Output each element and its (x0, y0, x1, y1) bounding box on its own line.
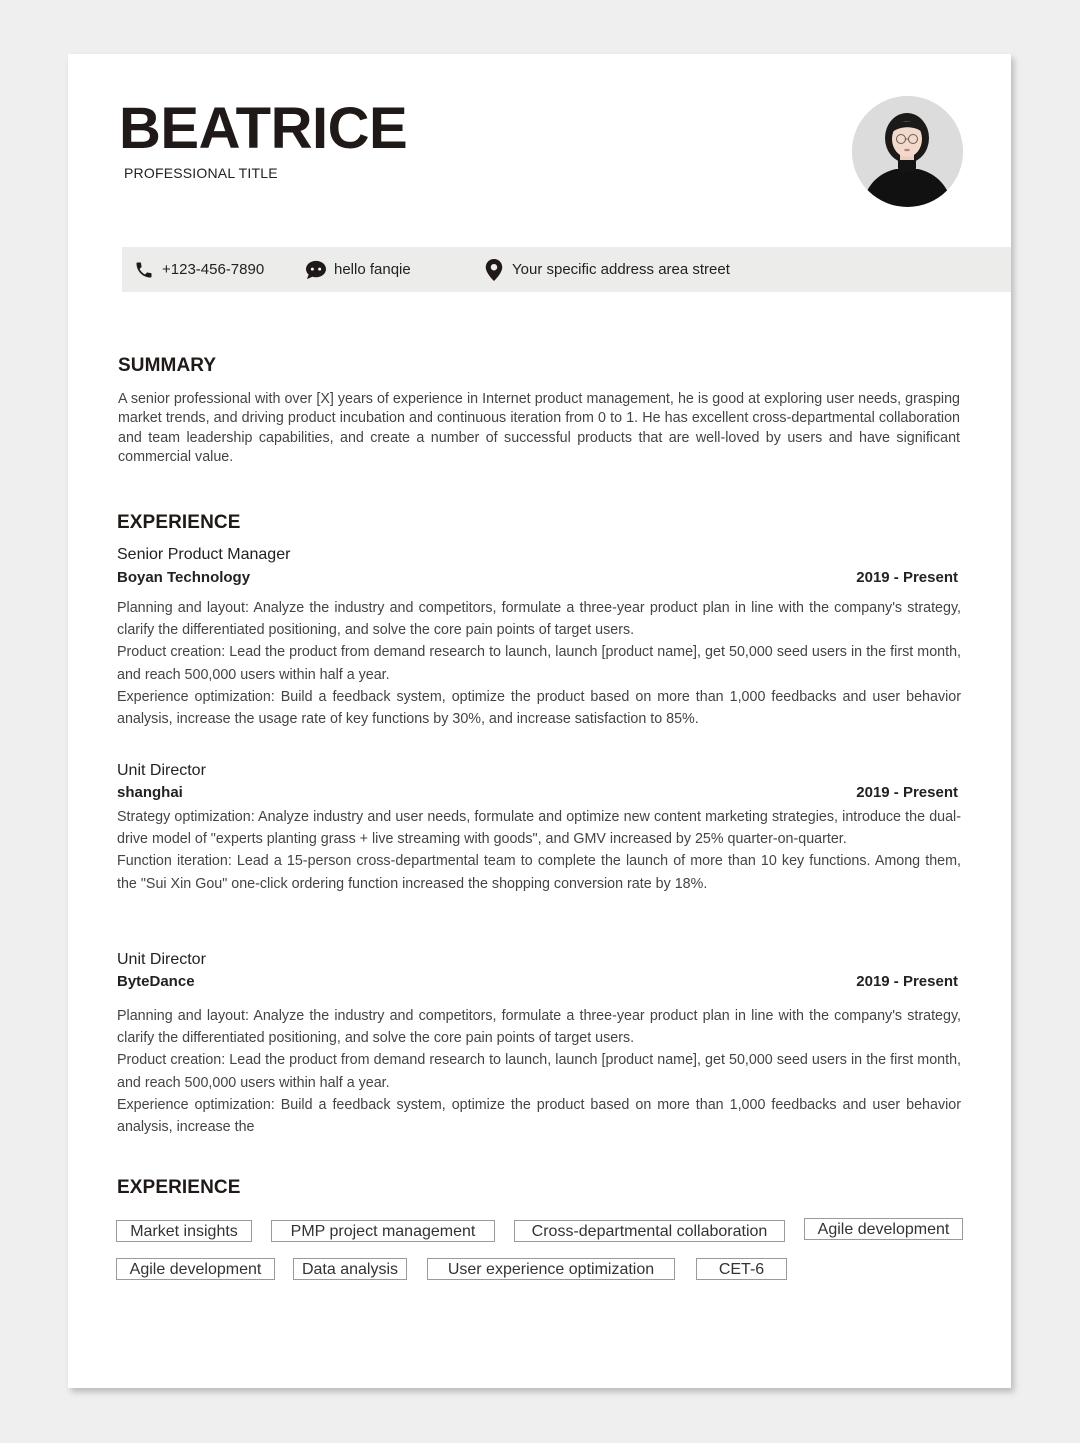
experience-heading: EXPERIENCE (117, 512, 241, 533)
portrait-photo (852, 96, 963, 207)
job-bullet: Experience optimization: Build a feedback system, optimize the product based on more than 1,000 feedbacks and user behavior analysis, increase the (117, 1096, 961, 1136)
job-bullet: Planning and layout: Analyze the industry and competitors, formulate a three-year product plan in line with the company's strategy, clarify the differentiated positioning, and solve the core pain points of target users. (117, 1008, 961, 1047)
contact-phone[interactable] (133, 247, 264, 292)
phone-text: +123-456-7890 (162, 261, 265, 278)
job-description (117, 1005, 961, 1138)
job-bullet: Planning and layout: Analyze the industry and competitors, formulate a three-year product plan in line with the company's strategy, clarify the differentiated positioning, and solve the core pain points of target users. (117, 600, 961, 639)
skill-tag: Agile development (804, 1218, 963, 1240)
job-description (117, 806, 961, 895)
chat-text: hello fanqie (334, 261, 411, 278)
summary-heading: SUMMARY (118, 355, 217, 376)
candidate-name: BEATRICE (119, 96, 408, 161)
job-bullet: Experience optimization: Build a feedback system, optimize the product based on more than 1,000 feedbacks and user behavior analysis, increase the usage rate of key functions by 30%, and increase satisfaction to 85%. (117, 688, 961, 728)
job-title: Senior Product Manager (117, 546, 291, 563)
skill-tag: User experience optimization (427, 1258, 675, 1280)
job-title: Unit Director (117, 762, 206, 779)
chat-icon (305, 259, 327, 281)
skill-tag: Data analysis (293, 1258, 407, 1280)
skill-tag: Agile development (116, 1258, 275, 1280)
skill-tag: Market insights (116, 1220, 252, 1242)
resume-page (68, 54, 1011, 1388)
job-bullet: Strategy optimization: Analyze industry and user needs, formulate and optimize new content marketing strategies, introduce the dual-drive model of "experts planting grass + live streaming with goods", and GMV increased by 25% quarter-on-quarter. (117, 809, 961, 848)
contact-chat[interactable] (305, 247, 411, 292)
location-pin-icon (483, 259, 505, 281)
job-bullet: Function iteration: Lead a 15-person cross-departmental team to complete the launch of more than 10 key functions. Among them, the "Sui Xin Gou" one-click ordering function increased the shopping conversion rate by 18%. (117, 853, 961, 892)
job-description (117, 597, 961, 730)
skill-tag: PMP project management (271, 1220, 495, 1242)
job-bullet: Product creation: Lead the product from demand research to launch, launch [product name], get 50,000 seed users in the first month, and reach 500,000 users within half a year. (117, 1052, 961, 1091)
skill-tag: Cross-departmental collaboration (514, 1220, 785, 1242)
address-text: Your specific address area street (512, 261, 730, 278)
job-title: Unit Director (117, 951, 206, 968)
skill-tag: CET-6 (696, 1258, 787, 1280)
avatar (852, 96, 963, 207)
job-company: ByteDance (117, 973, 195, 990)
phone-icon (133, 259, 155, 281)
job-date: 2019 - Present (856, 973, 958, 990)
job-date: 2019 - Present (856, 784, 958, 801)
job-bullet: Product creation: Lead the product from demand research to launch, launch [product name], get 50,000 seed users in the first month, and reach 500,000 users within half a year. (117, 644, 961, 683)
contact-bar (122, 247, 1011, 292)
summary-text: A senior professional with over [X] years of experience in Internet product management, he is good at exploring user needs, grasping market trends, and driving product incubation and continuous iteration from 0 to 1. He has excellent cross-departmental collaboration and team leadership capabilities, and create a number of successful products that are well-loved by users and have significant commercial value. (118, 391, 960, 465)
skills-heading: EXPERIENCE (117, 1177, 241, 1198)
professional-title: PROFESSIONAL TITLE (124, 165, 278, 181)
contact-address[interactable] (483, 247, 730, 292)
job-date: 2019 - Present (856, 569, 958, 586)
job-company: shanghai (117, 784, 183, 801)
job-company: Boyan Technology (117, 569, 251, 586)
